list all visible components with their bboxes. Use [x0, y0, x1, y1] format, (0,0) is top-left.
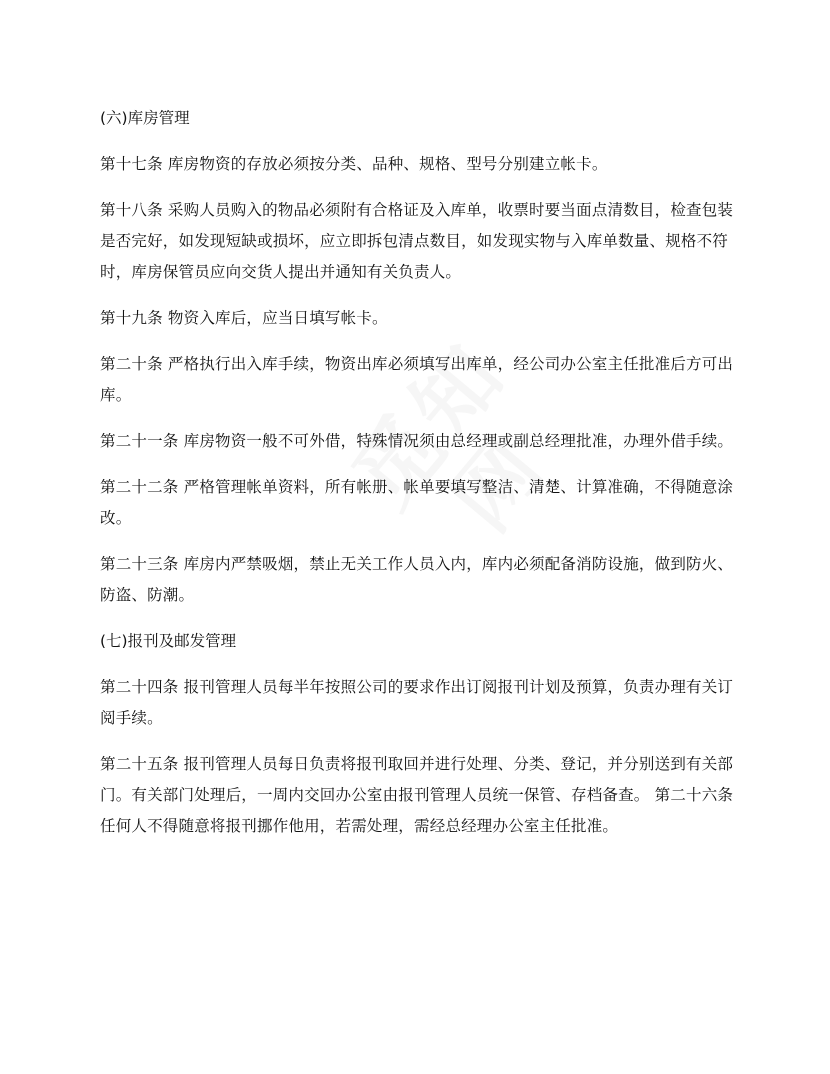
section-heading-newspapers: (七)报刊及邮发管理: [100, 632, 237, 650]
article-19: 第十九条 物资入库后，应当日填写帐卡。: [100, 309, 388, 327]
article-22: 第二十二条 严格管理帐单资料，所有帐册、帐单要填写整洁、清楚、计算准确，不得随意涂改。: [100, 478, 734, 527]
article-18: 第十八条 采购人员购入的物品必须附有合格证及入库单，收票时要当面点清数目，检查包装是否完好，如发现短缺或损坏，应立即拆包清点数目，如发现实物与入库单数量、规格不符时，库房保管员应向交货人提出并通知有关负责人。: [100, 201, 734, 281]
article-25-26: 第二十五条 报刊管理人员每日负责将报刊取回并进行处理、分类、登记，并分别送到有关部门。有关部门处理后，一周内交回办公室由报刊管理人员统一保管、存档备查。 第二十六条 任何人不得随意将报刊挪作他用，若需处理，需经总经理办公室主任批准。: [100, 755, 734, 835]
document-body: [100, 103, 740, 857]
article-24: 第二十四条 报刊管理人员每半年按照公司的要求作出订阅报刊计划及预算，负责办理有关订阅手续。: [100, 678, 734, 727]
article-23: 第二十三条 库房内严禁吸烟，禁止无关工作人员入内，库内必须配备消防设施，做到防火、防盗、防潮。: [100, 555, 734, 604]
article-21: 第二十一条 库房物资一般不可外借，特殊情况须由总经理或副总经理批准，办理外借手续。: [100, 432, 734, 450]
section-heading-warehouse: (六)库房管理: [100, 109, 190, 127]
article-17: 第十七条 库房物资的存放必须按分类、品种、规格、型号分别建立帐卡。: [100, 155, 608, 173]
article-20: 第二十条 严格执行出入库手续，物资出库必须填写出库单，经公司办公室主任批准后方可出库。: [100, 355, 734, 404]
